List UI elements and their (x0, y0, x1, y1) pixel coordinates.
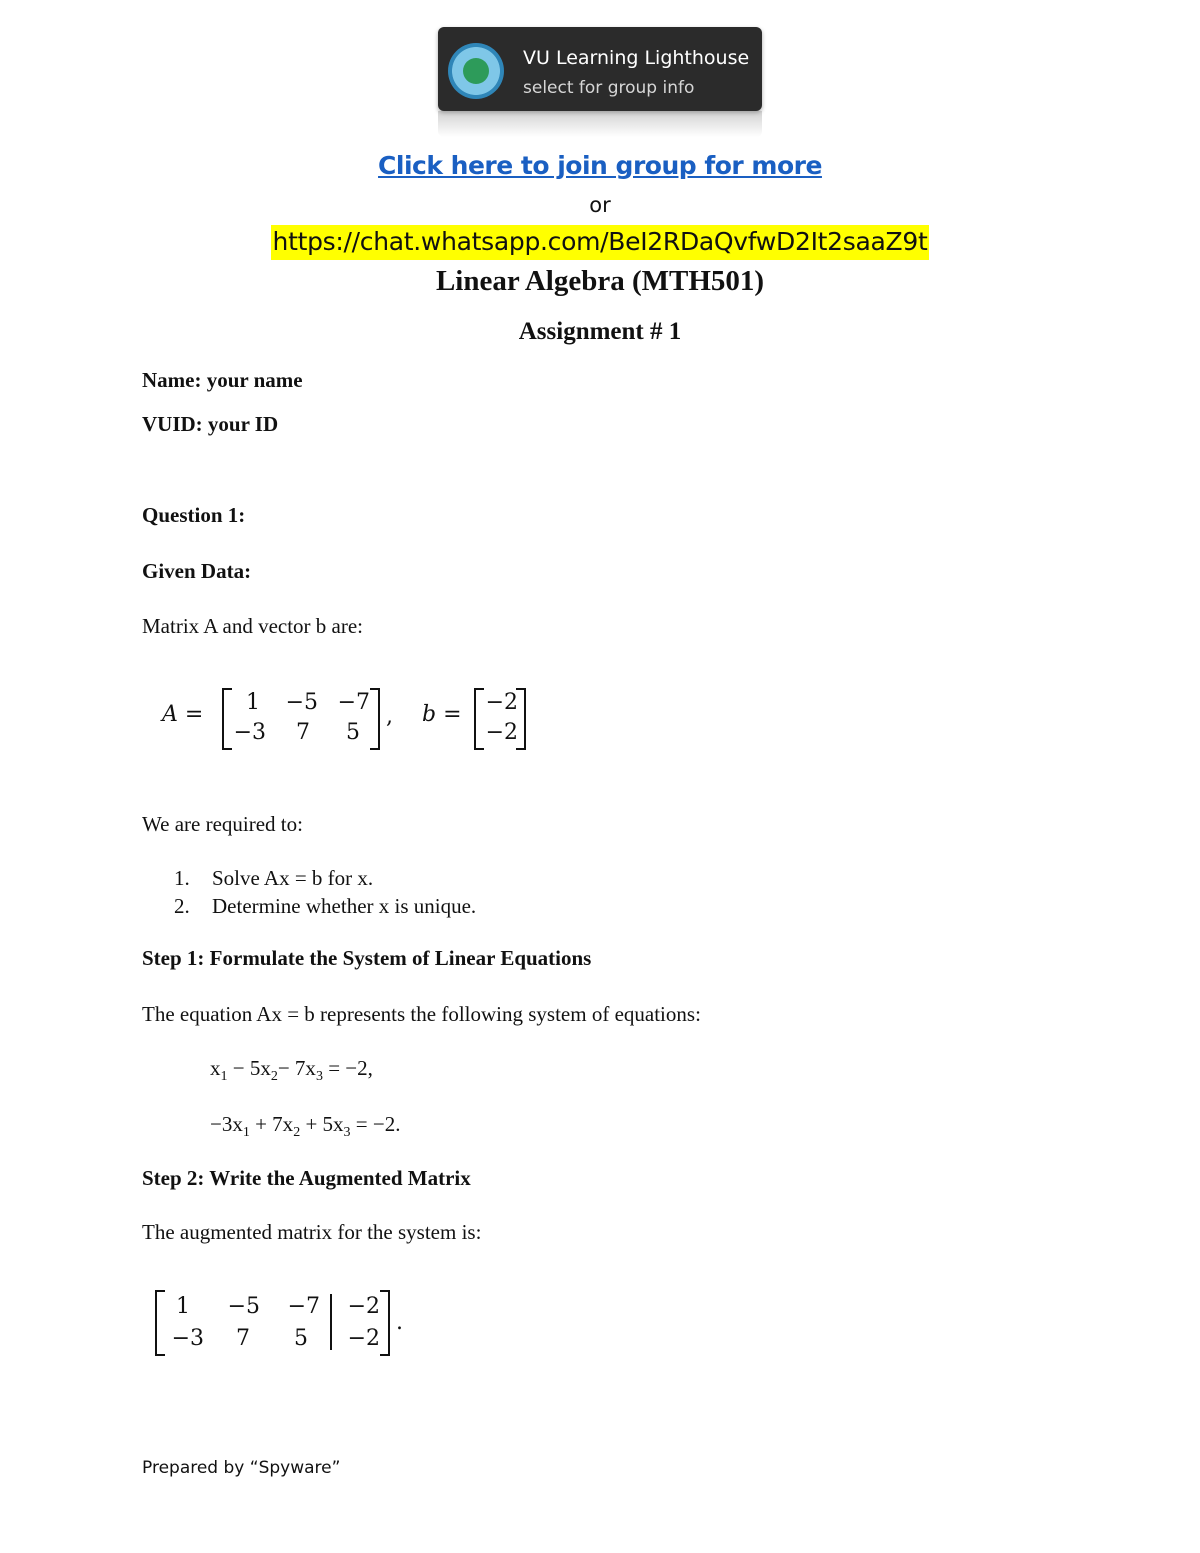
eq-subscript: 1 (220, 1069, 228, 1085)
eq-subscript: 1 (242, 1125, 250, 1141)
student-name-line: Name: your name (142, 368, 303, 392)
equation-2 (210, 1112, 400, 1141)
aug-cell: −7 (287, 1294, 320, 1319)
matrix-a-label: A = (162, 702, 204, 727)
step1-text: The equation Ax = b represents the following system of equations: (142, 1002, 701, 1026)
vector-b-left-bracket (474, 688, 484, 750)
eq-part: x (210, 1056, 221, 1080)
question-heading: Question 1: (142, 503, 246, 527)
list-number: 2. (174, 894, 190, 918)
join-group-link[interactable] (0, 151, 1200, 180)
eq-part: + 7x (249, 1112, 294, 1136)
vector-b-right-bracket (516, 688, 526, 750)
matrix-a-cell: −3 (233, 720, 266, 745)
vector-b-label: b = (422, 702, 462, 727)
matrix-a-cell: −5 (285, 690, 318, 715)
aug-cell: −2 (347, 1294, 380, 1319)
equation-1 (210, 1056, 373, 1085)
list-text: Determine whether x is unique. (212, 894, 477, 918)
vector-b-cell: −2 (485, 720, 518, 745)
eq-part: −3x (210, 1112, 243, 1136)
list-number: 1. (174, 866, 190, 890)
eq-subscript: 2 (270, 1069, 278, 1085)
eq-part: − 5x (227, 1056, 271, 1080)
assignment-title: Assignment # 1 (518, 318, 682, 345)
vector-b-cell: −2 (485, 690, 518, 715)
list-item (174, 864, 476, 892)
aug-left-bracket (155, 1290, 165, 1356)
footer-credit: Prepared by “Spyware” (142, 1458, 341, 1478)
aug-cell: −3 (171, 1326, 204, 1351)
matrix-comma: , (386, 704, 393, 729)
matrix-a-cell: −7 (337, 690, 370, 715)
banner-reflection (438, 111, 762, 137)
aug-cell: 1 (176, 1294, 190, 1319)
given-data-heading: Given Data: (142, 559, 252, 583)
matrix-a-cell: 5 (346, 720, 360, 745)
aug-divider (330, 1294, 332, 1350)
eq-subscript: 2 (293, 1125, 301, 1141)
step2-text: The augmented matrix for the system is: (142, 1220, 482, 1244)
matrix-a-cell: 1 (246, 690, 260, 715)
join-group-link-text[interactable]: Click here to join group for more (378, 151, 822, 180)
avatar-emblem (463, 58, 489, 84)
group-info-hint[interactable]: select for group info (523, 78, 695, 98)
aug-cell: −2 (347, 1326, 380, 1351)
eq-part: = −2, (322, 1056, 373, 1080)
matrix-a-right-bracket (370, 688, 380, 750)
matrix-a-left-bracket (222, 688, 232, 750)
aug-right-bracket (380, 1290, 390, 1356)
eq-subscript: 3 (343, 1125, 351, 1141)
aug-period: . (396, 1310, 403, 1335)
required-intro: We are required to: (142, 812, 303, 836)
group-name[interactable]: VU Learning Lighthouse (523, 47, 750, 69)
eq-part: + 5x (300, 1112, 344, 1136)
whatsapp-url-line (0, 225, 1200, 260)
or-separator: or (589, 193, 611, 217)
document-title: Linear Algebra (MTH501) (435, 265, 765, 297)
step1-heading: Step 1: Formulate the System of Linear Equations (142, 946, 592, 970)
list-text: Solve Ax = b for x. (212, 866, 374, 890)
whatsapp-url[interactable]: https://chat.whatsapp.com/BeI2RDaQvfwD2It2saaZ9t (271, 225, 930, 260)
list-item (174, 892, 476, 920)
aug-cell: 5 (294, 1326, 308, 1351)
aug-cell: 7 (236, 1326, 250, 1351)
eq-part: = −2. (350, 1112, 401, 1136)
eq-part: − 7x (277, 1056, 316, 1080)
matrix-a-cell: 7 (296, 720, 310, 745)
task-list (174, 864, 476, 920)
matrix-intro-text: Matrix A and vector b are: (142, 614, 364, 638)
student-vuid-line: VUID: your ID (142, 412, 279, 436)
eq-subscript: 3 (315, 1069, 323, 1085)
step2-heading: Step 2: Write the Augmented Matrix (142, 1166, 471, 1190)
aug-cell: −5 (227, 1294, 260, 1319)
